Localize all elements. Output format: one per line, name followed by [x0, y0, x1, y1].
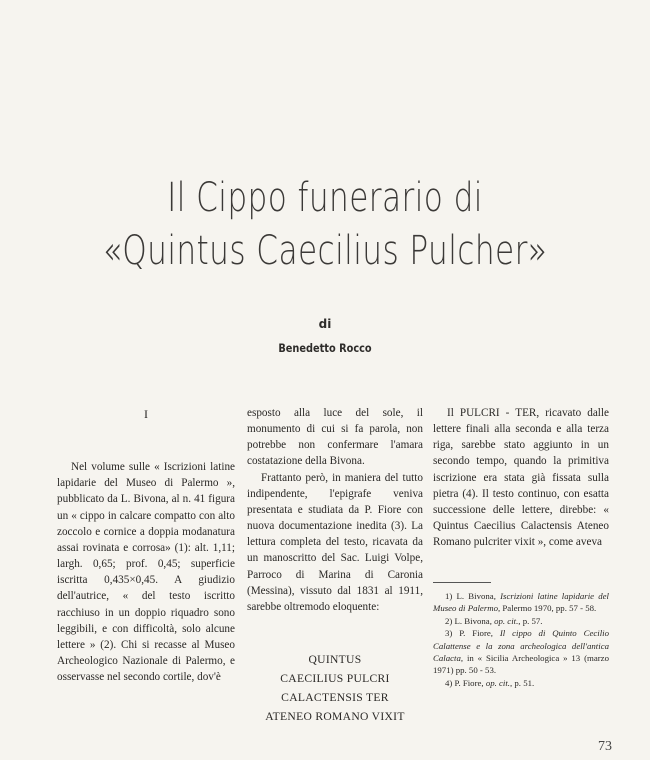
byline-di: di: [318, 317, 332, 331]
inscription-block: [247, 650, 423, 726]
footnote-divider: [433, 582, 491, 583]
footnotes: [433, 590, 609, 689]
page-number: 73: [598, 739, 612, 754]
paragraph: Il PULCRI - TER, ricavato dalle lettere finali alla seconda e alla terza riga, sarebbe stato aggiunto in un secondo tempo, quando la primitiva iscrizione era stata già fissata sulla pietra (4). Il testo continuo, con esatta successione delle lettere, direbbe: « Quintus Caecilius Calactensis Ateneo Romano pulcriter vixit », come aveva: [433, 407, 609, 549]
section-number: I: [144, 407, 148, 421]
footnote-4: 4) P. Fiore, op. cit., p. 51.: [445, 677, 535, 688]
inscription-line: QUINTUS: [308, 653, 362, 666]
paragraph: Frattanto però, in maniera del tutto indipendente, l'epigrafe veniva presentata e studiata da P. Fiore con nuova documentazione inedita (3). La lettura completa del testo, ricavata da un manoscritto del Sac. Luigi Volpe, Parroco di Marina di Caronia (Messina), vissuto dal 1831 al 1911, sarebbe oltremodo eloquente:: [247, 471, 423, 613]
inscription-line: CAECILIUS PULCRI: [280, 672, 390, 685]
inscription-line: ATENEO ROMANO VIXIT: [265, 710, 405, 723]
article-title-line-2: «Quintus Caecilius Pulcher»: [102, 228, 548, 274]
footnote-2: 2) L. Bivona, op. cit., p. 57.: [445, 615, 543, 626]
text-column-1: [57, 405, 235, 685]
footnote-1: 1) L. Bivona, Iscrizioni latine lapidarie del Museo di Palermo, Palermo 1970, pp. 57 - 58.: [433, 591, 609, 614]
article-title-line-1: Il Cippo funerario di: [167, 175, 483, 221]
author-name: Benedetto Rocco: [278, 341, 372, 355]
paragraph: Nel volume sulle « Iscrizioni latine lapidarie del Museo di Palermo », pubblicato da L. Bivona, al n. 41 figura un « cippo in calcare compatto con alto zoccolo e cornice a doppia modanatura assai rovinata e corrosa» (1): alt. 1,11; largh. 0,65; prof. 0,45; superficie iscritta 0,435×0,45. A giudizio dell'autrice, « del testo iscritto racchiuso in un doppio riquadro sono leggibili, e con difficoltà, solo alcune lettere » (2). Chi si recasse al Museo Archeologico Nazionale di Palermo, e osservasse nel secondo cortile, dov'è: [57, 461, 235, 684]
footnote-3: 3) P. Fiore, Il cippo di Quinto Cecilio Calattense e la zona archeologica dell'antica Calacta, in « Sicilia Archeologica » 13 (marzo 1971) pp. 50 - 53.: [433, 628, 609, 676]
text-column-3: [433, 405, 609, 550]
paragraph: esposto alla luce del sole, il monumento di cui si fa parola, non potrebbe non confermare l'amara costatazione della Bivona.: [247, 407, 423, 468]
inscription-line: CALACTENSIS TER: [281, 691, 389, 704]
text-column-2: [247, 405, 423, 615]
